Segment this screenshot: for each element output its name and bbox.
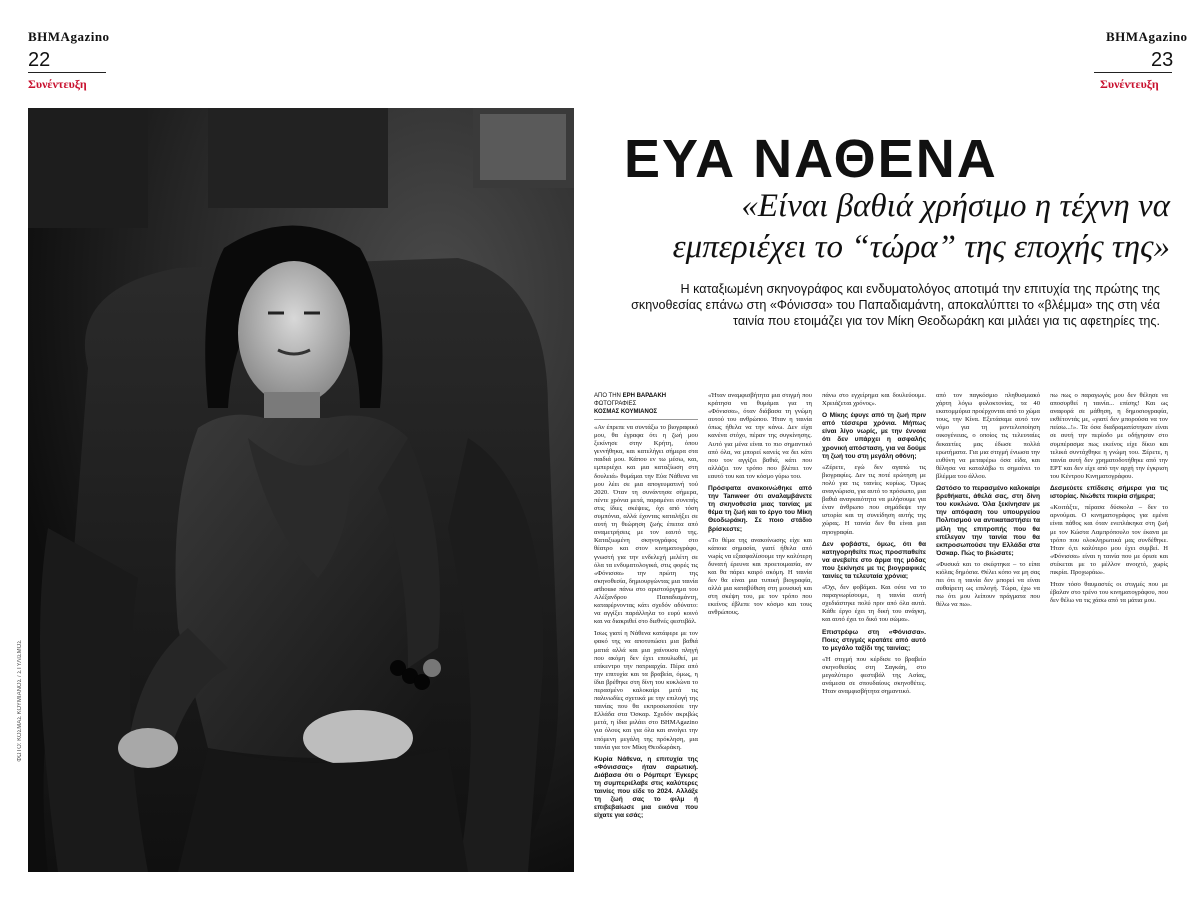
interview-question: Επιστρέφω στη «Φόνισσα». Ποιες στιγμές κρατάτε από αυτό το μεγάλο ταξίδι της ταινίας; <box>822 628 926 652</box>
article-column-2 <box>708 392 812 872</box>
paragraph: «Αν έπρεπε να συντάξω το βιογραφικό μου, θα έγραφα ότι η ζωή μου ξεκίνησε στην Κρήτη, όπου γεννήθηκα, και κατελήγει σήμερα στα παιδιά μου. Κάπου εν τω μέσω, και, εμπεριέχει και μια καταξίωση στη δουλειά» θυμάμαι την Εύα Νάθενα να μου λέει σε μια απογευματινή τού 2020. Όταν τη συνάντησα σήμερα, πέντε χρόνια μετά, παραμένει συνεπής στις ίδιες σκέψεις, όχι από τόση συμπόνια, αλλά έχοντας καταλήξει σε αυτή τη θεώρηση ζωής έπειτα από αναμετρήσεις με τον εαυτό της. Καταξιωμένη σκηνογράφος στο θέατρο και στον κινηματογράφο, γνωστή για την ενδελεχή μελέτη σε όλα τα ενδυματολογικά, στις φορές τις «Φόνισσα» την πρώτη της σκηνοθεσία, δημιουργώντας μια ταινία arthouse πάνω στο αριστούργημα του Αλέξανδρου Παπαδιαμάντη, καταφέρνοντας κάτι σχεδόν αδύνατο: να αγγίξει παράλληλα το ευρύ κοινό και να διακριθεί στο διεθνές φεστιβάλ. <box>594 424 698 626</box>
article-headline <box>622 186 1170 268</box>
paragraph: «Ζέρετε, εγώ δεν αγαπώ τις βιογραφίες. Δεν τις ποτέ ερώτηση με πολύ για τις ταινίες κυρίως. Όμως αναγνώρισα, για αυτό το πρόσωπο, μια βαθιά αναγκαιότητα να μιλήσουμε για έναν άνθρωπο που σημάδεψε την ιστορία και τη συνείδηση αυτής της χώρας. Η ταινία δεν θα είναι μια αγιογραφία. <box>822 463 926 536</box>
article-name-title: ΕΥΑ ΝΑΘΕΝΑ <box>624 129 998 189</box>
interview-question: Δεν φοβάστε, όμως, ότι θα κατηγορηθείτε πως προσπαθείτε να ανεβείτε στο άρμα της μόδας που ξεκίνησε με τις βιογραφικές ταινίες τα τελευταία χρόνια; <box>822 540 926 580</box>
interview-question: Δεσμεύετε επίδεσις σήμερα για τις ιστορίας. Νιώθετε πικρία σήμερα; <box>1050 485 1168 501</box>
headline-line-1: «Είναι βαθιά χρήσιμο η τέχνη να <box>741 188 1170 224</box>
article-column-5 <box>1050 392 1168 872</box>
paragraph: «Όχι, δεν φοβάμαι. Και ούτε να το παραγνωρίσουμε, η ταινία αυτή σχεδιάστηκε πολύ πριν από όλα αυτά. Κάθε έργο έχει τη δική του ανάγκη, και αυτό έχει το δικό του σώμα». <box>822 584 926 624</box>
byline-photo-prefix: ΦΩΤΟΓΡΑΦΙΕΣ <box>594 401 637 407</box>
interview-question: Πρόσφατα ανακοινώθηκε από την Tanweer ότι αναλαμβάνετε τη σκηνοθεσία μιας ταινίας με θέμα τη ζωή και το έργο του Μίκη Θεοδωράκη. Σε ποιο στάδιο βρίσκεστε; <box>708 485 812 533</box>
magazine-brand-left: BHMAgazino <box>28 29 110 44</box>
article-deck: Η καταξιωμένη σκηνογράφος και ενδυματολόγος αποτιμά την επιτυχία της πρώτης της σκηνοθεσίας επάνω στη «Φόνισσα» του Παπαδιαμάντη, αποκαλύπτει το «βλέμμα» της στη νέα ταινία που ετοιμάζει για τον Μίκη Θεοδωράκη και μιλάει για τις αφετηρίες της. <box>631 282 1160 328</box>
paragraph: «Φυσικά και το σκέφτηκα – το είπα κιόλας δημόσια. Θέλει κόπο να μη σας πει ότι η ταινία δεν μπορεί να είναι αυθαίρετη ως επιλογή. Τώρα, έχω να πω ότι μου λείπουν πράγματα που θέλω να πω». <box>936 560 1040 609</box>
paragraph: Ήταν τόσο θαυμαστές οι στιγμές που με έβαλαν στο τρένο του κινηματογράφου, που δεν θέλω να τις χάσω από τα μάτια μου. <box>1050 581 1168 605</box>
paragraph: «Κοιτάξτε, πέρασα δύσκολα – δεν το αρνούμαι. Ο κινηματογράφος για εμένα είναι πάθος και όταν ενεπλάκηκα στη ζωή με τον Κώστα Λαμπρόπουλο τον έκανα με τρόπο που ολοκληρωτικά μας συνδέθηκε. Ήταν ό,τι καλύτερο μου έχει συμβεί. Η «Φόνισσα» είναι η ταινία που με όρισε και στέκεται με το μέλλον ανοιχτό, χωρίς πικρία. Προχωράω». <box>1050 504 1168 576</box>
paragraph: πω πως ο παραγωγός μου δεν θέλησε να αποσυρθεί η ταινία... επίσης! Και ως αναφορά σε μάθηση, η δημοσιογραφία, εκθέτοντάς με, «γιατί δεν μπορούσα να τον πείσω...!». Τα όσα διαδραματίστηκαν είναι σε αυτή την περίοδο με οδήγησαν στο συμπέρασμα πως εκείνος είχε δίκιο και τελικά συντάχθηκε η γνώμη του. Ξέρετε, η ταινία αυτή δεν χρηματοδοτήθηκε από την ΕΡΤ και δεν είχε από την αρχή την έγκριση του Κέντρου Κινηματογράφου. <box>1050 392 1168 480</box>
page-number-left: 22 <box>28 49 51 71</box>
section-label-right: Συνέντευξη <box>1100 77 1159 91</box>
paragraph: «Ήταν αναμφισβήτητα μια στιγμή που κράτησα να θυμάμαι για τη «Φόνισσα», όταν διάβασα τη γνώμη αυτού του ανθρώπου. Ήταν η ταινία όπως ήθελα να την κάνω. Δεν είχα κανένα στόχο, πέραν της συγκίνησης. Αυτό για μένα είναι το πιο σημαντικό από όλα, να μπορεί κανείς να δει κάτι που τον αγγίζει βαθιά, κάτι που αλλάζει τον τρόπο που βλέπει τον εαυτό του και τον κόσμο γύρω του. <box>708 392 812 480</box>
header-rule-right <box>1094 72 1172 73</box>
byline-photographer: ΚΟΣΜΑΣ ΚΟΥΜΙΑΝΟΣ <box>594 409 658 415</box>
paragraph: «Το θέμα της ανακοίνωσης είχε και κάποια σημασία, γιατί ήθελα από νωρίς να εξασφαλίσουμε την καλύτερη δυνατή έρευνα και προετοιμασία, αν και θα πάρει καιρό ακόμη. Η ταινία δεν θα είναι μια τυπική βιογραφία, αλλά μια καταβύθιση στη μουσική και στη σκέψη του, με τον τρόπο που εκείνος έβλεπε τον κόσμο και τους ανθρώπους. <box>708 536 812 617</box>
byline <box>594 392 698 420</box>
byline-author-prefix: ΑΠΟ ΤΗΝ <box>594 393 621 399</box>
headline-line-2: εμπεριέχει το “τώρα” της εποχής της» <box>672 229 1170 265</box>
article-column-3 <box>822 392 926 872</box>
article-column-4 <box>936 392 1040 872</box>
page-number-right: 23 <box>1151 49 1174 71</box>
paragraph: από τον παγκόσμιο πληθυσμιακό χάρτη λόγω φυλοκτονίας, τα 40 εκατομμύρια προέρχονται από το χώμα τους, την Κίνα. Εξετάσαμε αυτό τον νόμο για τη μοντελοποίηση οικογένειας, ο οποίος τις τελευταίες δεκαετίες μας έδωσε πολλά ερωτήματα. Για μια στιγμή ένιωσα την ευθύνη να μεταφέρω όσα είδα, και θέλησα να καταλάβω τι σημαίνει το βλέμμα του άλλου. <box>936 392 1040 480</box>
byline-author: ΕΡΗ ΒΑΡΔΑΚΗ <box>622 393 667 399</box>
portrait-photo <box>28 108 574 872</box>
header-rule-left <box>28 72 106 73</box>
interview-question: Ο Μίκης έφυγε από τη ζωή πριν από τέσσερα χρόνια. Μήπως είναι λίγο νωρίς, με την έννοια ότι δεν υπάρχει η ασφαλής χρονική απόσταση, για να δούμε τη ζωή του στη μεγάλη οθόνη; <box>822 412 926 460</box>
article-column-1 <box>594 392 698 872</box>
section-label-left: Συνέντευξη <box>28 77 87 91</box>
interview-question: Κυρία Νάθενα, η επιτυχία της «Φόνισσας» ήταν σαρωτική. Διάβασα ότι ο Ρόμπερτ Έγκερς τη συμπεριέλαβε στις καλύτερες ταινίες που είδε το 2024. Αλλάξε τη ζωή σας το φιλμ ή επιβεβαίωσε μια εικόνα που είχατε για εσάς; <box>594 755 698 820</box>
paragraph: «Ή στιγμή που κέρδισε το βραβείο σκηνοθεσίας στη Σαγκάη, στο μεγαλύτερο φεστιβάλ της Ασίας, ανάμεσα σε σπουδαίους σκηνοθέτες. Ήταν αναμφισβήτητα σημαντικό. <box>822 655 926 696</box>
interview-question: Ωστόσο το περασμένο καλοκαίρι βρεθήκατε, άθελά σας, στη δίνη του κυκλώνα. Όλα ξεκίνησαν με την απόφαση του υπουργείου Πολιτισμού να αντικαταστήσει τα μέλη της επιτροπής που θα επέλεγαν την ταινία που θα εκπροσωπούσε την Ελλάδα στα Όσκαρ. Πώς το βιώσατε; <box>936 485 1040 557</box>
photo-credit: ΦΩΤΟ: ΚΟΣΜΑΣ ΚΟΥΜΙΑΝΟΣ / ΣΤΥΛΙΣΜΟΣ <box>17 640 23 762</box>
portrait-illustration <box>28 108 574 872</box>
paragraph: πάνω στο εγχείρημα και δουλεύουμε. Χρειάζεται χρόνος». <box>822 392 926 408</box>
paragraph: Ίσως γιατί η Νάθενα κατάφερε με τον φακό της να αποτυπώσει μια βαθιά ματιά αλλά και μια χαίνουσα πληγή που ακόμη δεν έχει επουλωθεί, με επίκεντρο την πατριαρχία. Πέρα από την επιτυχία και τα βραβεία, όμως, η ίδια βρέθηκε στη δίνη του κυκλώνα το περασμένο καλοκαίρι μετά τις παλινωδίες σχετικά με την επιλογή της ταινίας που θα εκπροσωπούσε την Ελλάδα στα Όσκαρ. Σχεδόν ακριβώς μετά, η ίδια μιλάει στο BHMAgazino για όλους και για όλα και ανοίγει την επόμενη μεγάλη της πρόκληση, μια ταινία για τον Μίκη Θεοδωράκη. <box>594 630 698 751</box>
magazine-brand-right: BHMAgazino <box>1106 29 1188 44</box>
